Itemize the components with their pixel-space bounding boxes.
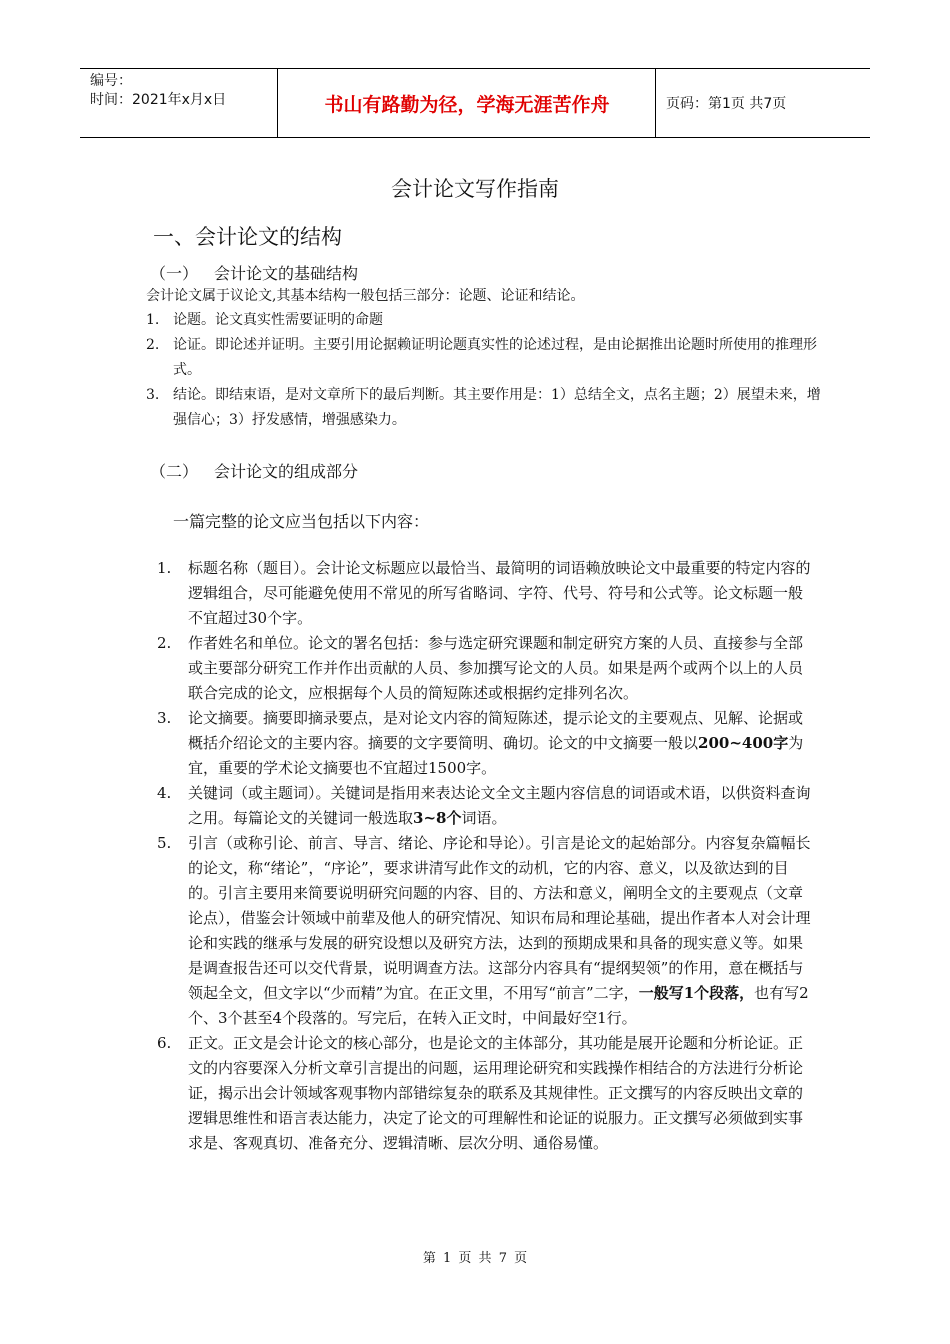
header-motto: 书山有路勤为径，学海无涯苦作舟 xyxy=(279,69,656,137)
subsection-intro: 一篇完整的论文应当包括以下内容： xyxy=(173,512,430,531)
components-list xyxy=(157,556,817,1156)
list-item xyxy=(157,781,817,831)
list-item-number: 3. xyxy=(157,709,172,727)
list-item xyxy=(157,706,817,781)
list-item-text: 论题。论文真实性需要证明的命题 xyxy=(173,312,383,328)
list-item xyxy=(146,308,826,333)
header-meta xyxy=(80,69,278,137)
list-item-number: 6. xyxy=(157,1034,172,1052)
list-item xyxy=(146,333,826,383)
list-item xyxy=(157,1031,817,1156)
section-heading: 一、会计论文的结构 xyxy=(153,225,342,249)
list-item-text: 论证。即论述并证明。主要引用论据赖证明论题真实性的论述过程，是由论据推出论题时所使用的推理形式。 xyxy=(173,337,817,378)
list-item-number: 1. xyxy=(146,312,160,328)
list-item-number: 5. xyxy=(157,834,172,852)
list-item-number: 1. xyxy=(157,559,172,577)
subsection-title: 会计论文的基础结构 xyxy=(214,264,359,283)
list-item-emphasis: 3~8个 xyxy=(413,809,462,827)
list-item-text: 关键词（或主题词）。关键词是指用来表达论文全文主题内容信息的词语或术语，以供资料查询之用。每篇论文的关键词一般选取 xyxy=(188,784,811,827)
list-item-text: 作者姓名和单位。论文的署名包括：参与选定研究课题和制定研究方案的人员、直接参与全部或主要部分研究工作并作出贡献的人员、参加撰写论文的人员。如果是两个或两个以上的人员联合完成的论文，应根据每个人员的简短陈述或根据约定排列名次。 xyxy=(188,634,804,702)
structure-list xyxy=(146,308,826,433)
list-item xyxy=(157,631,817,706)
list-item-emphasis: 200~400字 xyxy=(698,734,789,752)
list-item-text: 为宜，重要的学术论文摘要也不宜超过1500字。 xyxy=(188,734,804,777)
list-item-number: 2. xyxy=(146,337,160,353)
list-item-text: 引言（或称引论、前言、导言、绪论、序论和导论）。引言是论文的起始部分。内容复杂篇幅长的论文，称“绪论”，“序论”，要求讲清写此作文的动机，它的内容、意义，以及欲达到的目的。引言主要用来简要说明研究问题的内容、目的、方法和意义，阐明全文的主要观点（文章论点），借鉴会计领域中前辈及他人的研究情况、知识布局和理论基础，提出作者本人对会计理论和实践的继承与发展的研究设想以及研究方法，达到的预期成果和具备的现实意义等。如果是调查报告还可以交代背景，说明调查方法。这部分内容具有“提纲契领”的作用，意在概括与领起全文，但文字以“少而精”为宜。在正文里，不用写“前言”二字， xyxy=(188,834,811,1002)
list-item xyxy=(146,383,826,433)
list-item-number: 2. xyxy=(157,634,172,652)
document-number-label: 编号： xyxy=(90,73,132,89)
subsection-intro: 会计论文属于议论文,其基本结构一般包括三部分：论题、论证和结论。 xyxy=(146,288,585,304)
document-date-label: 时间：2021年x月x日 xyxy=(90,92,227,108)
list-item-text: 标题名称（题目）。会计论文标题应以最恰当、最简明的词语赖放映论文中最重要的特定内容的逻辑组合，尽可能避免使用不常见的所写省略词、字符、代号、符号和公式等。论文标题一般不宜超过30个字。 xyxy=(188,559,811,627)
document-title: 会计论文写作指南 xyxy=(391,177,559,201)
list-item xyxy=(157,831,817,1031)
page-header xyxy=(80,68,870,138)
header-page-label: 页码：第1页 共7页 xyxy=(666,96,787,112)
subsection-heading-2 xyxy=(150,459,358,482)
list-item-text: 也有写2个、3个甚至4个段落的。写完后，在转入正文时，中间最好空1行。 xyxy=(188,984,809,1027)
list-item-number: 4. xyxy=(157,784,172,802)
page-footer: 第 1 页 共 7 页 xyxy=(422,1251,528,1266)
list-item-text: 正文。正文是会计论文的核心部分，也是论文的主体部分，其功能是展开论题和分析论证。正文的内容要深入分析文章引言提出的问题，运用理论研究和实践操作相结合的方法进行分析论证，揭示出会计领域客观事物内部错综复杂的联系及其规律性。正文撰写的内容反映出文章的逻辑思维性和语言表达能力，决定了论文的可理解性和论证的说服力。正文撰写必须做到实事求是、客观真切、准备充分、逻辑清晰、层次分明、通俗易懂。 xyxy=(188,1034,804,1152)
subsection-heading-1 xyxy=(150,261,358,284)
list-item-emphasis: 一般写1个段落， xyxy=(638,984,755,1002)
list-item-text: 结论。即结束语，是对文章所下的最后判断。其主要作用是：1）总结全文，点名主题；2）展望未来，增强信心；3）抒发感情，增强感染力。 xyxy=(173,387,821,428)
subsection-number: （一） xyxy=(150,264,199,283)
subsection-title: 会计论文的组成部分 xyxy=(214,462,359,481)
subsection-number: （二） xyxy=(150,462,199,481)
list-item xyxy=(157,556,817,631)
list-item-number: 3. xyxy=(146,387,160,403)
list-item-text: 论文摘要。摘要即摘录要点，是对论文内容的简短陈述，提示论文的主要观点、见解、论据或概括介绍论文的主要内容。摘要的文字要简明、确切。论文的中文摘要一般以 xyxy=(188,709,804,752)
list-item-text: 词语。 xyxy=(461,809,507,827)
